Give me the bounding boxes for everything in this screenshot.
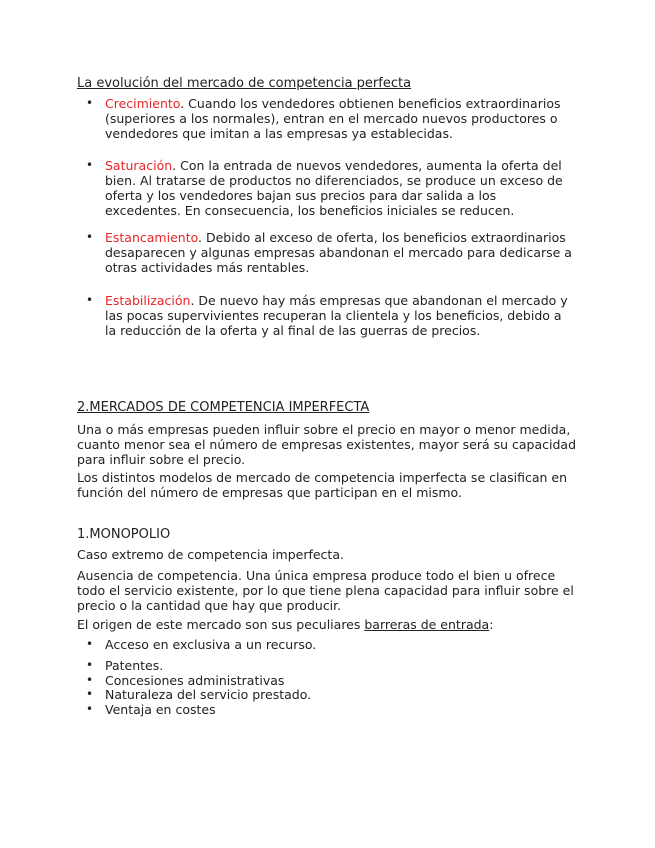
list-item: Naturaleza del servicio prestado. xyxy=(105,687,312,702)
paragraph-barreras xyxy=(77,617,577,632)
paragraph-prefix: El origen de este mercado son sus peculiares xyxy=(77,617,365,632)
bullet: • xyxy=(86,687,94,701)
item-text: . Cuando los vendedores obtienen beneficios extraordinarios (superiores a los normales), entran en el mercado nuevos productores o vendedores que imitan a las empresas ya establecidas. xyxy=(105,96,561,141)
term-estancamiento: Estancamiento xyxy=(105,230,199,245)
list-item: Patentes. xyxy=(105,658,164,673)
item-text: . Con la entrada de nuevos vendedores, aumenta la oferta del bien. Al tratarse de productos no diferenciados, se produce un exceso de oferta y los vendedores bajan sus precios para dar salida a los excedentes. En consecuencia, los beneficios iniciales se reducen. xyxy=(105,158,563,218)
bullet: • xyxy=(86,637,94,651)
paragraph: Ausencia de competencia. Una única empresa produce todo el bien u ofrece todo el servicio existente, por lo que tiene plena capacidad para influir sobre el precio o la cantidad que hay que producir. xyxy=(77,568,574,613)
section-heading-evolucion: La evolución del mercado de competencia perfecta xyxy=(77,76,412,91)
term-saturacion: Saturación xyxy=(105,158,173,173)
bullet: • xyxy=(86,230,94,244)
list-item-saturacion xyxy=(105,158,575,218)
bullet: • xyxy=(86,96,94,110)
term-crecimiento: Crecimiento xyxy=(105,96,181,111)
item-text: . Debido al exceso de oferta, los beneficios extraordinarios desaparecen y algunas empresas abandonan el mercado para dedicarse a otras actividades más rentables. xyxy=(105,230,572,275)
paragraph: Una o más empresas pueden influir sobre el precio en mayor o menor medida, cuanto menor sea el número de empresas existentes, mayor será su capacidad para influir sobre el precio. xyxy=(77,422,577,467)
item-text: . De nuevo hay más empresas que abandonan el mercado y las pocas supervivientes recuperan la clientela y los beneficios, debido a la reducción de la oferta y al final de las guerras de precios. xyxy=(105,293,568,338)
paragraph: Caso extremo de competencia imperfecta. xyxy=(77,547,344,562)
list-item-crecimiento xyxy=(105,96,575,141)
bullet: • xyxy=(86,293,94,307)
list-item: Concesiones administrativas xyxy=(105,673,285,688)
list-item: Acceso en exclusiva a un recurso. xyxy=(105,637,317,652)
term-estabilizacion: Estabilización xyxy=(105,293,191,308)
list-item: Ventaja en costes xyxy=(105,702,216,717)
list-item-estancamiento xyxy=(105,230,575,275)
bullet: • xyxy=(86,658,94,672)
list-item-estabilizacion xyxy=(105,293,575,338)
section-heading-monopolio: 1.MONOPOLIO xyxy=(77,527,171,542)
section-heading-competencia-imperfecta: 2.MERCADOS DE COMPETENCIA IMPERFECTA xyxy=(77,400,370,415)
barreras-link: barreras de entrada xyxy=(364,617,490,632)
bullet: • xyxy=(86,702,94,716)
paragraph-suffix: : xyxy=(489,617,494,632)
bullet: • xyxy=(86,673,94,687)
paragraph: Los distintos modelos de mercado de competencia imperfecta se clasifican en función del número de empresas que participan en el mismo. xyxy=(77,470,568,500)
bullet: • xyxy=(86,158,94,172)
